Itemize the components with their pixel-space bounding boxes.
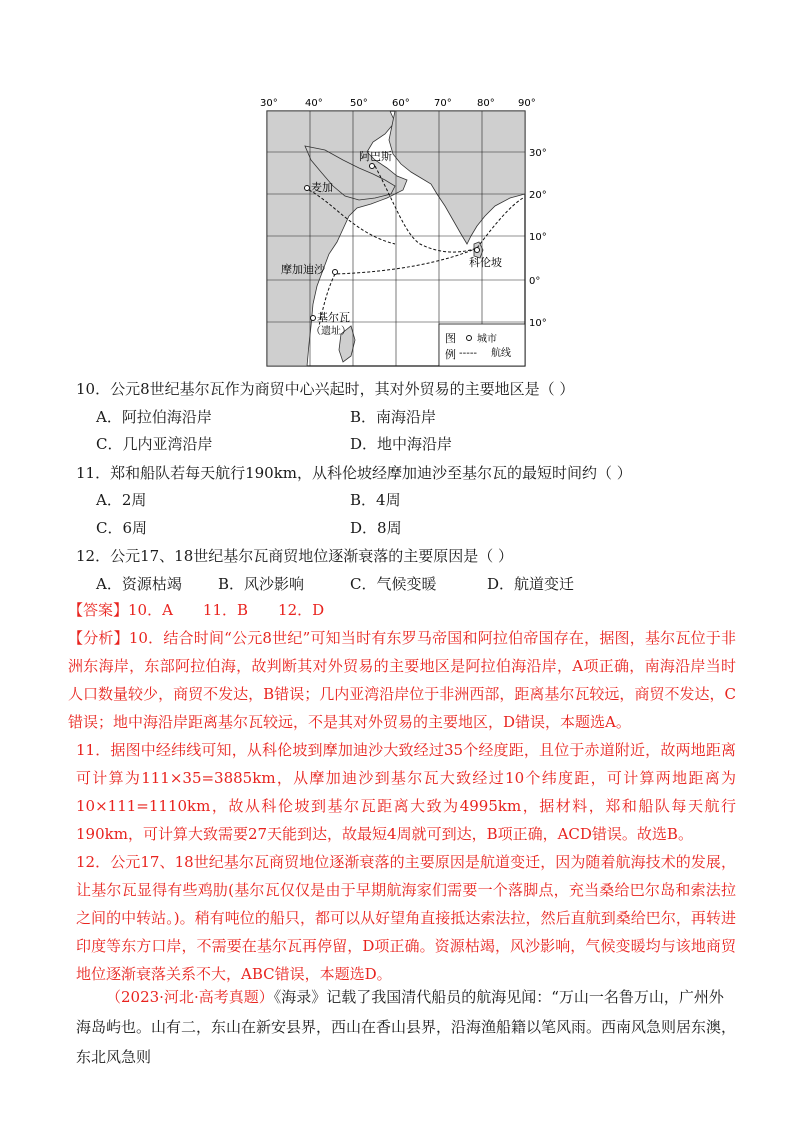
legend-route-symbol: -----: [459, 348, 478, 359]
city-marker-icon: [370, 164, 375, 169]
next-question-block: [76, 982, 736, 1072]
analysis-block: [68, 624, 736, 988]
legend-title: 图: [445, 332, 456, 345]
question-10-option-a[interactable]: A．阿拉伯海沿岸: [96, 408, 212, 426]
legend-title: 例: [445, 348, 456, 361]
city-label: 麦加: [311, 181, 333, 194]
lon-label-30: 30°: [260, 98, 278, 109]
lon-label-80: 80°: [477, 98, 495, 109]
answer-label: 【答案】: [68, 601, 129, 619]
answer-block: [68, 596, 728, 624]
lon-label-90: 90°: [518, 98, 536, 109]
analysis-q10: 10．结合时间“公元8世纪”可知当时有东罗马帝国和阿拉伯帝国存在，据图，基尔瓦位于非洲东海岸，东部阿拉伯海，故判断其对外贸易的主要地区是阿拉伯海沿岸，A项正确，南海沿岸当时人口数量较少，商贸不发达，B错误；几内亚湾沿岸位于非洲西部，距离基尔瓦较远，商贸不发达，C错误；地中海沿岸距离基尔瓦较远，不是其对外贸易的主要地区，D错误，本题选A。: [68, 629, 736, 731]
question-10-option-c[interactable]: C．几内亚湾沿岸: [96, 435, 213, 453]
lat-label-10s: 10°: [529, 318, 547, 329]
question-12-stem: 12．公元17、18世纪基尔瓦商贸地位逐渐衰落的主要原因是（ ）: [76, 547, 514, 565]
lon-label-40: 40°: [305, 98, 323, 109]
question-12-option-d[interactable]: D．航道变迁: [487, 575, 575, 593]
city-marker-icon: [333, 270, 338, 275]
lat-label-10n: 10°: [529, 232, 547, 243]
question-12-option-c[interactable]: C．气候变暖: [350, 575, 437, 593]
analysis-q11: 11．据图中经纬线可知，从科伦坡到摩加迪沙大致经过35个经度距，且位于赤道附近，故两地距离可计算为111×35=3885km，从摩加迪沙到基尔瓦大致经过10个纬度距，可计算两地距离为10×111=1110km，故从科伦坡到基尔瓦距离大致为4995km，据材料，郑和船队每天航行190km，可计算大致需要27天能到达，故最短4周就可到达，B项正确，ACD错误。故选B。: [76, 741, 736, 843]
lon-label-70: 70°: [434, 98, 452, 109]
analysis-label: 【分析】: [68, 629, 129, 647]
city-marker-icon: [311, 316, 316, 321]
lon-label-50: 50°: [350, 98, 368, 109]
legend-city-icon: [467, 336, 472, 341]
question-11-stem: 11．郑和船队若每天航行190km，从科伦坡经摩加迪沙至基尔瓦的最短时间约（ ）: [76, 464, 632, 482]
question-11-option-b[interactable]: B．4周: [350, 491, 401, 509]
question-12-option-b[interactable]: B．风沙影响: [218, 575, 305, 593]
question-11-option-a[interactable]: A．2周: [96, 491, 147, 509]
analysis-q12: 12．公元17、18世纪基尔瓦商贸地位逐渐衰落的主要原因是航道变迁，因为随着航海技术的发展，让基尔瓦显得有些鸡肋(基尔瓦仅仅是由于早期航海家们需要一个落脚点，充当桑给巴尔岛和索法拉之间的中转站。)。稍有吨位的船只，都可以从好望角直接抵达索法拉，然后直航到桑给巴尔，再转进印度等东方口岸，不需要在基尔瓦再停留，D项正确。资源枯竭，风沙影响，气候变暖均与该地商贸地位逐渐衰落关系不大，ABC错误，本题选D。: [76, 853, 736, 983]
city-note: （遗址）: [311, 326, 351, 337]
city-label: 科伦坡: [469, 256, 502, 269]
question-material: 《海录》记载了我国清代船员的航海见闻：“万山一名鲁万山，广州外海岛屿也。山有二，东山在新安县界，西山在香山县界，沿海渔船籍以笔风雨。西南风急则居东澳，东北风急则: [76, 988, 737, 1066]
city-marker-icon: [475, 248, 480, 253]
city-jierwa: [311, 310, 352, 337]
city-label: 基尔瓦: [317, 311, 350, 324]
question-11-option-d[interactable]: D．8周: [350, 519, 402, 537]
city-label: 摩加迪沙: [281, 263, 325, 276]
city-marker-icon: [305, 186, 310, 191]
indian-ocean-map: [255, 94, 555, 374]
city-label: 阿巴斯: [359, 150, 392, 163]
lat-label-20n: 20°: [529, 190, 547, 201]
legend-route-label: 航线: [491, 348, 511, 359]
question-10-option-b[interactable]: B．南海沿岸: [350, 408, 437, 426]
question-12-option-a[interactable]: A．资源枯竭: [96, 575, 182, 593]
map-legend: [439, 324, 525, 366]
lon-label-60: 60°: [392, 98, 410, 109]
map-figure: [255, 94, 555, 374]
lat-label-30n: 30°: [529, 148, 547, 159]
question-source: （2023·河北·高考真题）: [106, 988, 274, 1006]
legend-city-label: 城市: [477, 334, 497, 345]
question-10-option-d[interactable]: D．地中海沿岸: [350, 435, 453, 453]
question-10-stem: 10．公元8世纪基尔瓦作为商贸中心兴起时，其对外贸易的主要地区是（ ）: [76, 380, 575, 398]
question-11-option-c[interactable]: C．6周: [96, 519, 148, 537]
lat-label-0: 0°: [529, 276, 541, 287]
answer-text: 10．A 11．B 12．D: [128, 601, 325, 619]
